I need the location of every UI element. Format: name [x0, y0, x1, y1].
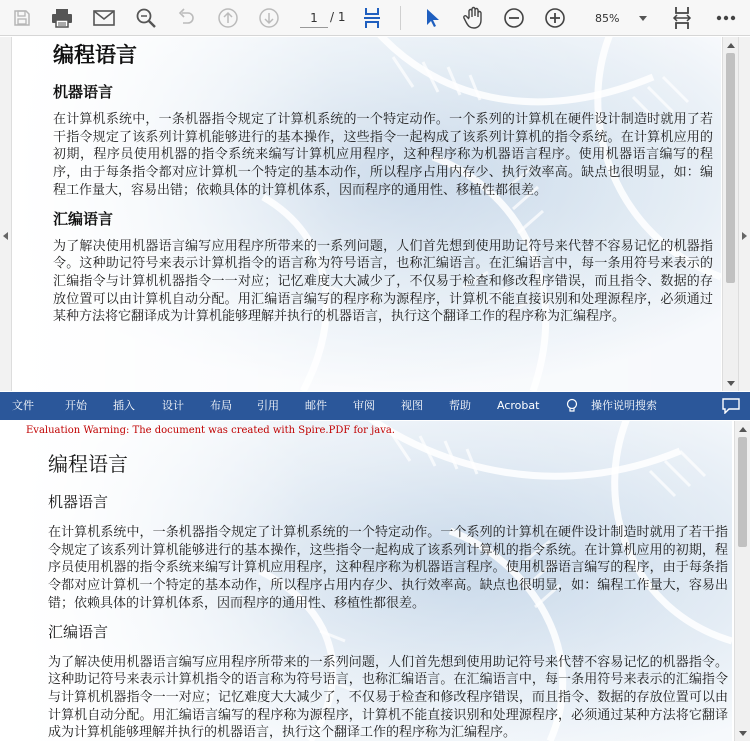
fit-page-icon[interactable]	[358, 4, 386, 32]
page-down-icon[interactable]	[255, 4, 283, 32]
select-cursor-icon[interactable]	[418, 4, 446, 32]
section-paragraph: 在计算机系统中，一条机器指令规定了计算机系统的一个特定动作。一个系列的计算机在硬件设计制造时就用了若干指令规定了该系列计算机能够进行的基本操作，这些指令一起构成了该系列计算机的指令系统。在计算机应用的初期，程序员使用机器的指令系统来编写计算机应用程序，这种程序称为机器语言程序。使用机器语言编写的程序，由于每条指令都对应计算机一个特定的基本动作，所以程序占用内存少、执行效率高。缺点也很明显，如：编程工作量大，容易出错；依赖具体的计算机体系，因而程序的通用性、移植性都很差。	[53, 112, 713, 198]
lightbulb-icon	[566, 392, 580, 420]
page-up-icon[interactable]	[214, 4, 242, 32]
zoom-in-icon[interactable]	[541, 4, 569, 32]
chevron-left-icon	[3, 232, 8, 240]
left-panel-toggle[interactable]	[0, 37, 12, 391]
vertical-scrollbar[interactable]	[734, 421, 750, 741]
chevron-right-icon	[742, 232, 747, 240]
section-heading: 机器语言	[48, 493, 109, 511]
pdf-page-content	[53, 41, 713, 335]
pdf-toolbar	[0, 0, 750, 36]
ribbon-tab-design[interactable]: 设计	[162, 399, 184, 412]
evaluation-warning: Evaluation Warning: The document was created with Spire.PDF for java.	[26, 425, 395, 436]
word-document-view	[0, 421, 750, 741]
section-paragraph: 为了解决使用机器语言编写应用程序所带来的一系列问题，人们首先想到使用助记符号来代替不容易记忆的机器指令。这种助记符号来表示计算机指令的语言称为符号语言，也称汇编语言。在汇编语言中，每一条用符号来表示的汇编指令与计算机机器指令一一对应；记忆难度大大减少了，不仅易于检查和修改程序错误，而且指令、数据的存放位置可以由计算机自动分配。用汇编语言编写的程序称为源程序，计算机不能直接识别和处理源程序，必须通过某种方法将它翻译成为计算机能够理解并执行的机器语言，执行这个翻译工作的程序称为汇编程序。	[48, 654, 728, 741]
ribbon-tab-mailings[interactable]: 邮件	[305, 399, 327, 412]
document-title: 编程语言	[48, 452, 128, 476]
section-heading: 汇编语言	[53, 209, 114, 228]
section-paragraph: 为了解决使用机器语言编写应用程序所带来的一系列问题，人们首先想到使用助记符号来代替不容易记忆的机器指令。这种助记符号来表示计算机指令的语言称为符号语言，也称汇编语言。在汇编语言中，每一条用符号来表示的汇编指令与计算机机器指令一一对应；记忆难度大大减少了，不仅易于检查和修改程序错误，而且指令、数据的存放位置可以由计算机自动分配。用汇编语言编写的程序称为源程序，计算机不能直接识别和处理源程序，必须通过某种方法将它翻译成为计算机能够理解并执行的机器语言，执行这个翻译工作的程序称为汇编程序。	[53, 238, 713, 325]
vertical-ruler	[0, 421, 20, 741]
zoom-select[interactable]	[584, 6, 654, 30]
scrollbar-thumb[interactable]	[726, 53, 735, 283]
scroll-up-arrow[interactable]	[735, 421, 750, 437]
ribbon-tab-references[interactable]: 引用	[257, 399, 279, 412]
section-heading: 机器语言	[53, 83, 114, 101]
page-total: / 1	[330, 10, 346, 24]
hand-pan-icon[interactable]	[460, 4, 488, 32]
toolbar-separator	[400, 6, 401, 30]
save-icon[interactable]	[8, 4, 36, 32]
zoom-value: 85%	[595, 11, 620, 25]
ribbon-tab-view[interactable]: 视图	[401, 399, 423, 412]
section-paragraph: 在计算机系统中，一条机器指令规定了计算机系统的一个特定动作。一个系列的计算机在硬件设计制造时就用了若干指令规定了该系列计算机能够进行的基本操作，这些指令一起构成了该系列计算机的指令系统。在计算机应用的初期，程序员使用机器的指令系统来编写计算机应用程序，这种程序称为机器语言程序。使用机器语言编写的程序，由于每条指令都对应计算机一个特定的基本动作，所以程序占用内存少、执行效率高。缺点也很明显，如：编程工作量大，容易出错；依赖具体的计算机体系，因而程序的通用性、移植性都很差。	[48, 525, 728, 611]
pdf-viewer	[0, 37, 750, 391]
scroll-down-arrow[interactable]	[723, 375, 738, 391]
word-page	[20, 421, 732, 741]
fit-width-icon[interactable]	[668, 4, 696, 32]
word-page-content	[48, 451, 728, 741]
scroll-down-arrow[interactable]	[735, 725, 750, 741]
search-icon[interactable]	[132, 4, 160, 32]
ribbon-tab-home[interactable]: 开始	[65, 399, 87, 412]
more-icon[interactable]	[712, 4, 740, 32]
section-heading: 汇编语言	[48, 622, 109, 641]
ribbon-tab-review[interactable]: 审阅	[353, 399, 375, 412]
print-icon[interactable]	[48, 4, 76, 32]
ribbon-tab-layout[interactable]: 布局	[210, 399, 232, 412]
zoom-out-icon[interactable]	[500, 4, 528, 32]
email-icon[interactable]	[90, 4, 118, 32]
chevron-down-icon	[639, 16, 647, 21]
comments-icon[interactable]	[722, 398, 740, 414]
document-title: 编程语言	[53, 42, 137, 67]
scroll-up-arrow[interactable]	[723, 37, 738, 53]
tell-me-search[interactable]: 操作说明搜索	[591, 399, 657, 412]
scrollbar-thumb[interactable]	[738, 437, 747, 547]
ribbon-tab-help[interactable]: 帮助	[449, 399, 471, 412]
vertical-scrollbar[interactable]	[722, 37, 738, 391]
ribbon-tab-acrobat[interactable]: Acrobat	[497, 399, 540, 412]
page-number-input[interactable]	[300, 8, 328, 28]
right-panel-toggle[interactable]	[738, 37, 750, 391]
word-ribbon	[0, 392, 750, 420]
undo-icon[interactable]	[172, 4, 200, 32]
ribbon-tab-insert[interactable]: 插入	[113, 399, 135, 412]
ribbon-tab-file[interactable]: 文件	[12, 399, 34, 412]
pdf-page	[13, 37, 721, 391]
